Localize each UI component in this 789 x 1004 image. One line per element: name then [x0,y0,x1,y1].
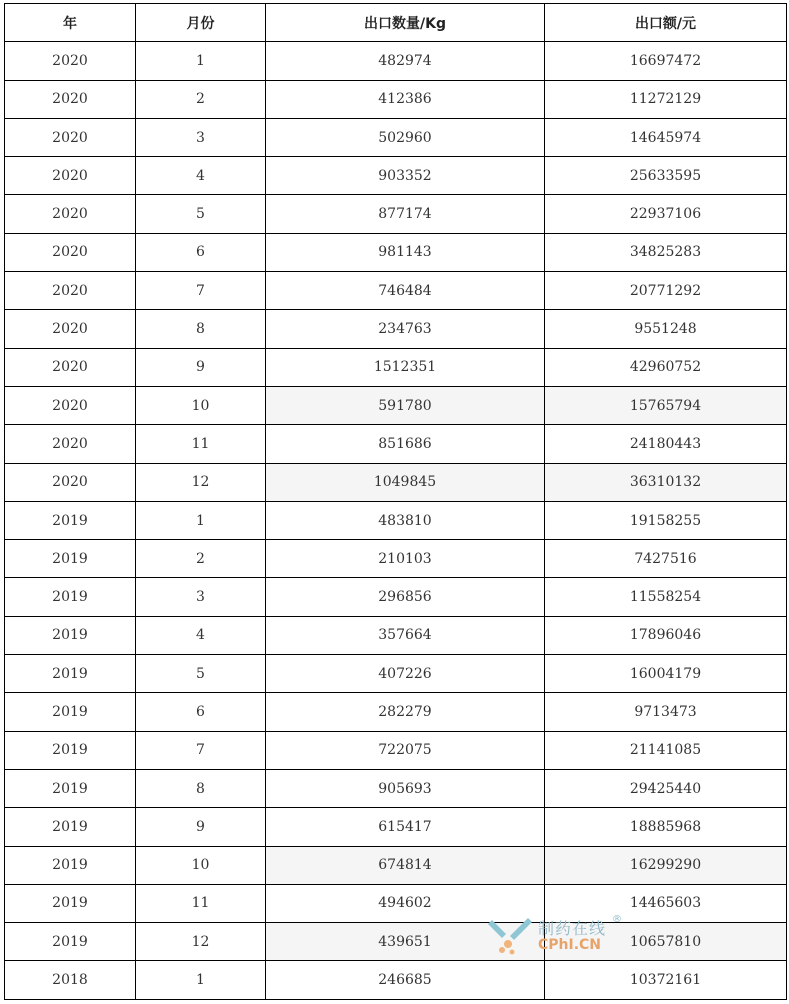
table-row [5,42,787,80]
header-month: 月份 [136,4,266,42]
cell-export-quantity: 282279 [266,693,545,731]
cell-month: 2 [136,80,266,118]
cell-month: 8 [136,310,266,348]
cell-month: 3 [136,118,266,156]
cell-export-amount: 42960752 [545,348,787,386]
cell-export-amount: 16697472 [545,42,787,80]
table-row [5,310,787,348]
cell-export-quantity: 210103 [266,540,545,578]
cell-export-amount: 24180443 [545,425,787,463]
cell-month: 10 [136,386,266,424]
table-row [5,846,787,884]
cell-export-amount: 19158255 [545,501,787,539]
cell-year: 2020 [5,272,136,310]
cell-export-quantity: 591780 [266,386,545,424]
cell-month: 2 [136,540,266,578]
cell-year: 2019 [5,769,136,807]
table-row [5,655,787,693]
cell-export-quantity: 905693 [266,769,545,807]
cell-export-amount: 10657810 [545,923,787,961]
cell-month: 8 [136,769,266,807]
cell-year: 2019 [5,616,136,654]
cell-month: 11 [136,425,266,463]
cell-export-quantity: 1512351 [266,348,545,386]
cell-year: 2019 [5,808,136,846]
cell-export-quantity: 439651 [266,923,545,961]
cell-export-quantity: 246685 [266,961,545,999]
cell-month: 1 [136,42,266,80]
cell-export-quantity: 615417 [266,808,545,846]
cell-month: 4 [136,616,266,654]
cell-year: 2020 [5,463,136,501]
watermark-cn-text: 制药在线 [538,919,607,938]
cell-export-amount: 9713473 [545,693,787,731]
cell-year: 2019 [5,655,136,693]
cell-export-amount: 10372161 [545,961,787,999]
cell-year: 2020 [5,42,136,80]
cell-export-amount: 16299290 [545,846,787,884]
cell-month: 1 [136,961,266,999]
cell-export-amount: 15765794 [545,386,787,424]
cell-export-quantity: 722075 [266,731,545,769]
cell-year: 2019 [5,578,136,616]
cell-export-amount: 21141085 [545,731,787,769]
cell-export-amount: 22937106 [545,195,787,233]
table-body [5,42,787,999]
watermark-en-text: CPhI.CN [538,937,602,953]
table-row [5,808,787,846]
table-row [5,769,787,807]
cell-export-amount: 14465603 [545,884,787,922]
cell-export-amount: 25633595 [545,157,787,195]
cell-year: 2020 [5,386,136,424]
cell-year: 2019 [5,923,136,961]
table-row [5,386,787,424]
table-row [5,693,787,731]
cell-export-amount: 20771292 [545,272,787,310]
cell-export-amount: 16004179 [545,655,787,693]
cell-export-amount: 9551248 [545,310,787,348]
cell-year: 2019 [5,540,136,578]
cell-year: 2019 [5,884,136,922]
cell-year: 2019 [5,693,136,731]
table-row [5,348,787,386]
cell-export-quantity: 502960 [266,118,545,156]
cell-month: 11 [136,884,266,922]
cell-year: 2019 [5,501,136,539]
header-year: 年 [5,4,136,42]
cell-year: 2020 [5,348,136,386]
cell-export-quantity: 482974 [266,42,545,80]
table-row [5,616,787,654]
cell-month: 6 [136,233,266,271]
table-row [5,884,787,922]
cell-export-quantity: 407226 [266,655,545,693]
cell-export-quantity: 412386 [266,80,545,118]
cell-export-quantity: 674814 [266,846,545,884]
cell-year: 2019 [5,731,136,769]
table-row [5,923,787,961]
table-row [5,425,787,463]
cell-month: 9 [136,808,266,846]
cell-export-amount: 34825283 [545,233,787,271]
cell-month: 5 [136,195,266,233]
table-row [5,731,787,769]
cell-month: 10 [136,846,266,884]
cell-export-quantity: 877174 [266,195,545,233]
cell-year: 2018 [5,961,136,999]
table-row [5,80,787,118]
cell-month: 9 [136,348,266,386]
cell-export-amount: 29425440 [545,769,787,807]
cell-year: 2019 [5,846,136,884]
cell-export-quantity: 851686 [266,425,545,463]
cell-year: 2020 [5,310,136,348]
cell-year: 2020 [5,157,136,195]
cell-month: 1 [136,501,266,539]
cell-month: 12 [136,923,266,961]
cell-export-amount: 7427516 [545,540,787,578]
cell-month: 7 [136,272,266,310]
cell-month: 12 [136,463,266,501]
header-export-amount: 出口额/元 [545,4,787,42]
cell-export-quantity: 981143 [266,233,545,271]
cell-export-amount: 11558254 [545,578,787,616]
cell-export-quantity: 903352 [266,157,545,195]
cell-export-amount: 18885968 [545,808,787,846]
cell-export-amount: 14645974 [545,118,787,156]
cell-year: 2020 [5,233,136,271]
cell-export-amount: 11272129 [545,80,787,118]
cell-export-quantity: 357664 [266,616,545,654]
table-row [5,157,787,195]
cell-month: 5 [136,655,266,693]
cell-export-quantity: 746484 [266,272,545,310]
cell-year: 2020 [5,195,136,233]
table-row [5,501,787,539]
table-row [5,272,787,310]
cell-year: 2020 [5,80,136,118]
cell-export-amount: 36310132 [545,463,787,501]
table-row [5,578,787,616]
cell-export-amount: 17896046 [545,616,787,654]
cell-export-quantity: 234763 [266,310,545,348]
table-row [5,233,787,271]
cell-export-quantity: 494602 [266,884,545,922]
table-row [5,195,787,233]
table-row [5,961,787,999]
table-row [5,118,787,156]
table-header-row [5,4,787,42]
header-export-quantity: 出口数量/Kg [266,4,545,42]
cell-export-quantity: 483810 [266,501,545,539]
table-row [5,540,787,578]
export-data-table [4,3,787,1000]
cell-month: 3 [136,578,266,616]
cell-month: 7 [136,731,266,769]
cell-year: 2020 [5,425,136,463]
cell-month: 4 [136,157,266,195]
cell-export-quantity: 296856 [266,578,545,616]
watermark-registered-mark: ® [612,914,622,925]
cell-export-quantity: 1049845 [266,463,545,501]
cell-year: 2020 [5,118,136,156]
cell-month: 6 [136,693,266,731]
table-row [5,463,787,501]
